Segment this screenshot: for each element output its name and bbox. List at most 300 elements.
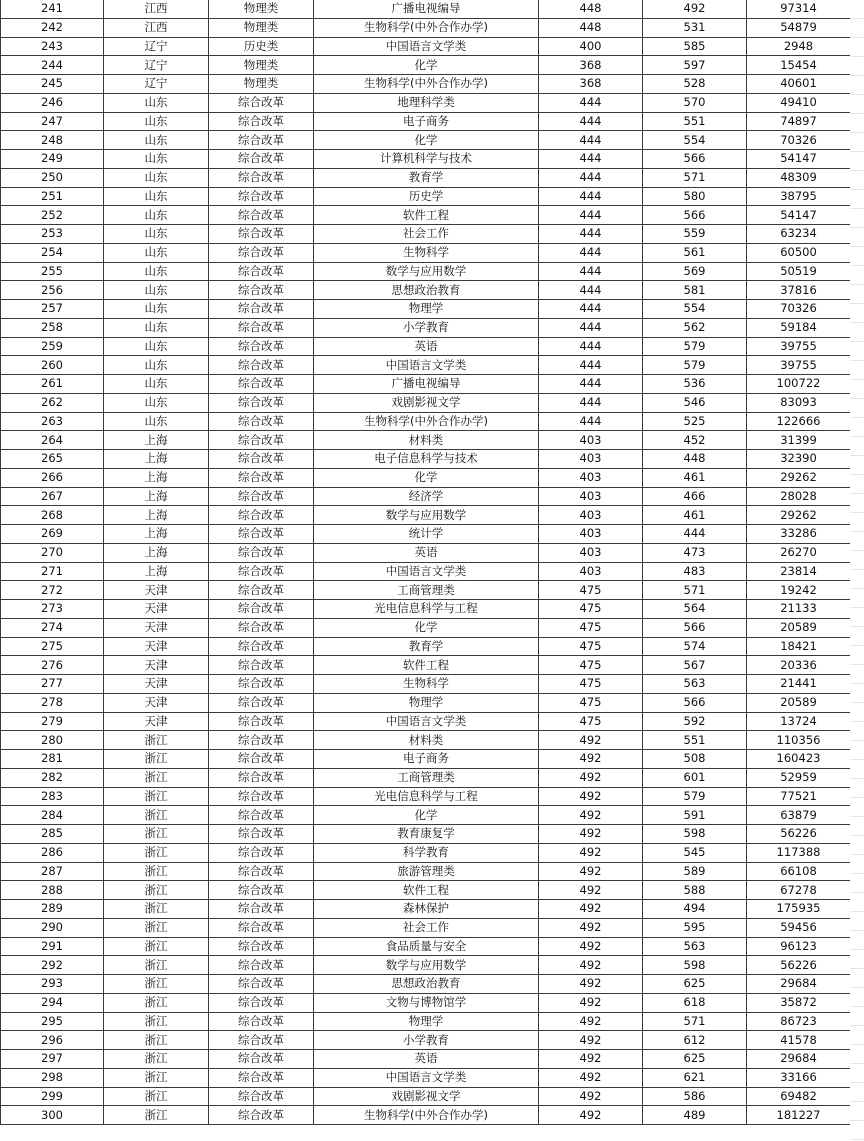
province-cell[interactable]: 浙江 — [104, 843, 209, 862]
row-index-cell[interactable]: 258 — [1, 318, 104, 337]
province-cell[interactable]: 辽宁 — [104, 37, 209, 56]
min-score-cell[interactable]: 569 — [643, 262, 747, 281]
category-cell[interactable]: 综合改革 — [209, 225, 314, 244]
control-line-cell[interactable]: 444 — [539, 243, 643, 262]
min-rank-cell[interactable]: 28028 — [747, 487, 851, 506]
min-rank-cell[interactable]: 52959 — [747, 768, 851, 787]
min-rank-cell[interactable]: 122666 — [747, 412, 851, 431]
min-rank-cell[interactable]: 29684 — [747, 975, 851, 994]
category-cell[interactable]: 综合改革 — [209, 375, 314, 394]
min-rank-cell[interactable]: 56226 — [747, 956, 851, 975]
row-index-cell[interactable]: 286 — [1, 843, 104, 862]
category-cell[interactable]: 综合改革 — [209, 806, 314, 825]
min-score-cell[interactable]: 528 — [643, 75, 747, 94]
province-cell[interactable]: 山东 — [104, 375, 209, 394]
table-row[interactable] — [1, 525, 851, 544]
category-cell[interactable]: 综合改革 — [209, 637, 314, 656]
min-rank-cell[interactable]: 63234 — [747, 225, 851, 244]
min-score-cell[interactable]: 525 — [643, 412, 747, 431]
min-rank-cell[interactable]: 39755 — [747, 356, 851, 375]
min-rank-cell[interactable]: 97314 — [747, 0, 851, 18]
major-cell[interactable]: 科学教育 — [314, 843, 539, 862]
row-index-cell[interactable]: 265 — [1, 450, 104, 469]
major-cell[interactable]: 生物科学(中外合作办学) — [314, 18, 539, 37]
table-row[interactable] — [1, 787, 851, 806]
major-cell[interactable]: 经济学 — [314, 487, 539, 506]
control-line-cell[interactable]: 492 — [539, 881, 643, 900]
control-line-cell[interactable]: 492 — [539, 1050, 643, 1069]
min-rank-cell[interactable]: 48309 — [747, 168, 851, 187]
table-row[interactable] — [1, 750, 851, 769]
major-cell[interactable]: 化学 — [314, 806, 539, 825]
min-score-cell[interactable]: 586 — [643, 1087, 747, 1106]
major-cell[interactable]: 生物科学(中外合作办学) — [314, 1106, 539, 1125]
min-rank-cell[interactable]: 175935 — [747, 900, 851, 919]
table-row[interactable] — [1, 337, 851, 356]
control-line-cell[interactable]: 444 — [539, 412, 643, 431]
category-cell[interactable]: 综合改革 — [209, 93, 314, 112]
major-cell[interactable]: 生物科学 — [314, 675, 539, 694]
province-cell[interactable]: 山东 — [104, 93, 209, 112]
major-cell[interactable]: 中国语言文学类 — [314, 712, 539, 731]
category-cell[interactable]: 综合改革 — [209, 318, 314, 337]
min-score-cell[interactable]: 536 — [643, 375, 747, 394]
row-index-cell[interactable]: 250 — [1, 168, 104, 187]
min-score-cell[interactable]: 571 — [643, 581, 747, 600]
min-score-cell[interactable]: 598 — [643, 825, 747, 844]
category-cell[interactable]: 综合改革 — [209, 618, 314, 637]
control-line-cell[interactable]: 475 — [539, 618, 643, 637]
category-cell[interactable]: 综合改革 — [209, 1068, 314, 1087]
category-cell[interactable]: 综合改革 — [209, 356, 314, 375]
min-score-cell[interactable]: 612 — [643, 1031, 747, 1050]
province-cell[interactable]: 天津 — [104, 637, 209, 656]
major-cell[interactable]: 思想政治教育 — [314, 975, 539, 994]
province-cell[interactable]: 上海 — [104, 562, 209, 581]
control-line-cell[interactable]: 444 — [539, 112, 643, 131]
major-cell[interactable]: 森林保护 — [314, 900, 539, 919]
major-cell[interactable]: 中国语言文学类 — [314, 37, 539, 56]
category-cell[interactable]: 综合改革 — [209, 1106, 314, 1125]
province-cell[interactable]: 浙江 — [104, 1068, 209, 1087]
row-index-cell[interactable]: 280 — [1, 731, 104, 750]
province-cell[interactable]: 山东 — [104, 206, 209, 225]
row-index-cell[interactable]: 298 — [1, 1068, 104, 1087]
major-cell[interactable]: 材料类 — [314, 731, 539, 750]
min-rank-cell[interactable]: 83093 — [747, 393, 851, 412]
table-row[interactable] — [1, 806, 851, 825]
row-index-cell[interactable]: 273 — [1, 600, 104, 619]
category-cell[interactable]: 综合改革 — [209, 1031, 314, 1050]
category-cell[interactable]: 综合改革 — [209, 1087, 314, 1106]
min-score-cell[interactable]: 625 — [643, 975, 747, 994]
min-score-cell[interactable]: 554 — [643, 131, 747, 150]
control-line-cell[interactable]: 475 — [539, 656, 643, 675]
control-line-cell[interactable]: 475 — [539, 693, 643, 712]
control-line-cell[interactable]: 444 — [539, 281, 643, 300]
min-rank-cell[interactable]: 35872 — [747, 993, 851, 1012]
category-cell[interactable]: 综合改革 — [209, 187, 314, 206]
min-score-cell[interactable]: 564 — [643, 600, 747, 619]
min-rank-cell[interactable]: 21441 — [747, 675, 851, 694]
category-cell[interactable]: 物理类 — [209, 75, 314, 94]
table-row[interactable] — [1, 600, 851, 619]
category-cell[interactable]: 综合改革 — [209, 506, 314, 525]
min-rank-cell[interactable]: 63879 — [747, 806, 851, 825]
table-row[interactable] — [1, 300, 851, 319]
table-row[interactable] — [1, 262, 851, 281]
table-row[interactable] — [1, 206, 851, 225]
row-index-cell[interactable]: 299 — [1, 1087, 104, 1106]
major-cell[interactable]: 广播电视编导 — [314, 375, 539, 394]
row-index-cell[interactable]: 253 — [1, 225, 104, 244]
table-row[interactable] — [1, 75, 851, 94]
category-cell[interactable]: 综合改革 — [209, 600, 314, 619]
control-line-cell[interactable]: 444 — [539, 150, 643, 169]
control-line-cell[interactable]: 492 — [539, 731, 643, 750]
min-rank-cell[interactable]: 39755 — [747, 337, 851, 356]
category-cell[interactable]: 物理类 — [209, 18, 314, 37]
category-cell[interactable]: 综合改革 — [209, 543, 314, 562]
control-line-cell[interactable]: 444 — [539, 93, 643, 112]
major-cell[interactable]: 材料类 — [314, 431, 539, 450]
province-cell[interactable]: 山东 — [104, 412, 209, 431]
min-rank-cell[interactable]: 29262 — [747, 468, 851, 487]
row-index-cell[interactable]: 246 — [1, 93, 104, 112]
category-cell[interactable]: 综合改革 — [209, 1050, 314, 1069]
min-rank-cell[interactable]: 54147 — [747, 150, 851, 169]
category-cell[interactable]: 综合改革 — [209, 1012, 314, 1031]
row-index-cell[interactable]: 244 — [1, 56, 104, 75]
control-line-cell[interactable]: 492 — [539, 1068, 643, 1087]
province-cell[interactable]: 浙江 — [104, 1050, 209, 1069]
control-line-cell[interactable]: 492 — [539, 1106, 643, 1125]
min-rank-cell[interactable]: 19242 — [747, 581, 851, 600]
major-cell[interactable]: 中国语言文学类 — [314, 562, 539, 581]
min-score-cell[interactable]: 492 — [643, 0, 747, 18]
table-row[interactable] — [1, 1068, 851, 1087]
control-line-cell[interactable]: 444 — [539, 393, 643, 412]
major-cell[interactable]: 电子商务 — [314, 750, 539, 769]
min-score-cell[interactable]: 625 — [643, 1050, 747, 1069]
control-line-cell[interactable]: 444 — [539, 300, 643, 319]
min-score-cell[interactable]: 545 — [643, 843, 747, 862]
min-rank-cell[interactable]: 59184 — [747, 318, 851, 337]
province-cell[interactable]: 山东 — [104, 187, 209, 206]
province-cell[interactable]: 辽宁 — [104, 75, 209, 94]
control-line-cell[interactable]: 403 — [539, 562, 643, 581]
table-row[interactable] — [1, 731, 851, 750]
control-line-cell[interactable]: 444 — [539, 356, 643, 375]
min-score-cell[interactable]: 448 — [643, 450, 747, 469]
province-cell[interactable]: 山东 — [104, 318, 209, 337]
major-cell[interactable]: 社会工作 — [314, 918, 539, 937]
control-line-cell[interactable]: 492 — [539, 993, 643, 1012]
category-cell[interactable]: 综合改革 — [209, 562, 314, 581]
table-row[interactable] — [1, 543, 851, 562]
category-cell[interactable]: 综合改革 — [209, 712, 314, 731]
min-rank-cell[interactable]: 20336 — [747, 656, 851, 675]
table-row[interactable] — [1, 168, 851, 187]
province-cell[interactable]: 山东 — [104, 112, 209, 131]
control-line-cell[interactable]: 492 — [539, 1012, 643, 1031]
min-rank-cell[interactable]: 54879 — [747, 18, 851, 37]
table-row[interactable] — [1, 693, 851, 712]
min-rank-cell[interactable]: 20589 — [747, 618, 851, 637]
min-rank-cell[interactable]: 60500 — [747, 243, 851, 262]
min-rank-cell[interactable]: 67278 — [747, 881, 851, 900]
province-cell[interactable]: 天津 — [104, 712, 209, 731]
category-cell[interactable]: 综合改革 — [209, 150, 314, 169]
min-score-cell[interactable]: 595 — [643, 918, 747, 937]
control-line-cell[interactable]: 444 — [539, 168, 643, 187]
min-rank-cell[interactable]: 49410 — [747, 93, 851, 112]
table-row[interactable] — [1, 993, 851, 1012]
major-cell[interactable]: 数学与应用数学 — [314, 956, 539, 975]
province-cell[interactable]: 上海 — [104, 506, 209, 525]
province-cell[interactable]: 浙江 — [104, 956, 209, 975]
control-line-cell[interactable]: 444 — [539, 337, 643, 356]
table-row[interactable] — [1, 412, 851, 431]
min-rank-cell[interactable]: 29262 — [747, 506, 851, 525]
major-cell[interactable]: 计算机科学与技术 — [314, 150, 539, 169]
table-row[interactable] — [1, 18, 851, 37]
row-index-cell[interactable]: 270 — [1, 543, 104, 562]
row-index-cell[interactable]: 264 — [1, 431, 104, 450]
control-line-cell[interactable]: 492 — [539, 1031, 643, 1050]
min-score-cell[interactable]: 588 — [643, 881, 747, 900]
min-rank-cell[interactable]: 26270 — [747, 543, 851, 562]
row-index-cell[interactable]: 294 — [1, 993, 104, 1012]
major-cell[interactable]: 小学教育 — [314, 1031, 539, 1050]
control-line-cell[interactable]: 475 — [539, 581, 643, 600]
min-rank-cell[interactable]: 41578 — [747, 1031, 851, 1050]
table-row[interactable] — [1, 1012, 851, 1031]
min-score-cell[interactable]: 473 — [643, 543, 747, 562]
table-row[interactable] — [1, 93, 851, 112]
province-cell[interactable]: 山东 — [104, 300, 209, 319]
min-score-cell[interactable]: 597 — [643, 56, 747, 75]
province-cell[interactable]: 山东 — [104, 337, 209, 356]
major-cell[interactable]: 光电信息科学与工程 — [314, 787, 539, 806]
table-row[interactable] — [1, 56, 851, 75]
table-row[interactable] — [1, 937, 851, 956]
control-line-cell[interactable]: 448 — [539, 0, 643, 18]
table-row[interactable] — [1, 862, 851, 881]
major-cell[interactable]: 地理科学类 — [314, 93, 539, 112]
control-line-cell[interactable]: 403 — [539, 487, 643, 506]
province-cell[interactable]: 天津 — [104, 618, 209, 637]
min-score-cell[interactable]: 561 — [643, 243, 747, 262]
control-line-cell[interactable]: 492 — [539, 787, 643, 806]
min-score-cell[interactable]: 598 — [643, 956, 747, 975]
major-cell[interactable]: 英语 — [314, 543, 539, 562]
min-score-cell[interactable]: 579 — [643, 356, 747, 375]
table-row[interactable] — [1, 975, 851, 994]
province-cell[interactable]: 天津 — [104, 581, 209, 600]
category-cell[interactable]: 综合改革 — [209, 900, 314, 919]
major-cell[interactable]: 软件工程 — [314, 881, 539, 900]
province-cell[interactable]: 上海 — [104, 431, 209, 450]
row-index-cell[interactable]: 245 — [1, 75, 104, 94]
major-cell[interactable]: 英语 — [314, 1050, 539, 1069]
major-cell[interactable]: 教育康复学 — [314, 825, 539, 844]
control-line-cell[interactable]: 492 — [539, 843, 643, 862]
min-score-cell[interactable]: 571 — [643, 168, 747, 187]
major-cell[interactable]: 统计学 — [314, 525, 539, 544]
control-line-cell[interactable]: 492 — [539, 750, 643, 769]
major-cell[interactable]: 化学 — [314, 131, 539, 150]
major-cell[interactable]: 电子信息科学与技术 — [314, 450, 539, 469]
control-line-cell[interactable]: 492 — [539, 975, 643, 994]
province-cell[interactable]: 天津 — [104, 656, 209, 675]
province-cell[interactable]: 浙江 — [104, 1012, 209, 1031]
category-cell[interactable]: 综合改革 — [209, 693, 314, 712]
province-cell[interactable]: 江西 — [104, 0, 209, 18]
control-line-cell[interactable]: 444 — [539, 262, 643, 281]
row-index-cell[interactable]: 285 — [1, 825, 104, 844]
category-cell[interactable]: 综合改革 — [209, 487, 314, 506]
province-cell[interactable]: 山东 — [104, 262, 209, 281]
table-row[interactable] — [1, 150, 851, 169]
control-line-cell[interactable]: 492 — [539, 956, 643, 975]
row-index-cell[interactable]: 262 — [1, 393, 104, 412]
row-index-cell[interactable]: 290 — [1, 918, 104, 937]
major-cell[interactable]: 生物科学(中外合作办学) — [314, 75, 539, 94]
table-row[interactable] — [1, 1050, 851, 1069]
row-index-cell[interactable]: 275 — [1, 637, 104, 656]
control-line-cell[interactable]: 403 — [539, 431, 643, 450]
province-cell[interactable]: 山东 — [104, 243, 209, 262]
control-line-cell[interactable]: 444 — [539, 318, 643, 337]
min-score-cell[interactable]: 591 — [643, 806, 747, 825]
min-score-cell[interactable]: 563 — [643, 937, 747, 956]
province-cell[interactable]: 上海 — [104, 525, 209, 544]
table-row[interactable] — [1, 375, 851, 394]
major-cell[interactable]: 化学 — [314, 618, 539, 637]
province-cell[interactable]: 浙江 — [104, 993, 209, 1012]
table-row[interactable] — [1, 506, 851, 525]
row-index-cell[interactable]: 297 — [1, 1050, 104, 1069]
province-cell[interactable]: 天津 — [104, 693, 209, 712]
major-cell[interactable]: 食品质量与安全 — [314, 937, 539, 956]
category-cell[interactable]: 综合改革 — [209, 731, 314, 750]
min-rank-cell[interactable]: 37816 — [747, 281, 851, 300]
table-row[interactable] — [1, 562, 851, 581]
min-score-cell[interactable]: 494 — [643, 900, 747, 919]
table-row[interactable] — [1, 1031, 851, 1050]
major-cell[interactable]: 戏剧影视文学 — [314, 393, 539, 412]
category-cell[interactable]: 综合改革 — [209, 337, 314, 356]
major-cell[interactable]: 数学与应用数学 — [314, 262, 539, 281]
min-score-cell[interactable]: 562 — [643, 318, 747, 337]
category-cell[interactable]: 综合改革 — [209, 131, 314, 150]
category-cell[interactable]: 综合改革 — [209, 450, 314, 469]
category-cell[interactable]: 物理类 — [209, 0, 314, 18]
min-score-cell[interactable]: 601 — [643, 768, 747, 787]
min-rank-cell[interactable]: 96123 — [747, 937, 851, 956]
row-index-cell[interactable]: 254 — [1, 243, 104, 262]
min-rank-cell[interactable]: 56226 — [747, 825, 851, 844]
category-cell[interactable]: 综合改革 — [209, 750, 314, 769]
major-cell[interactable]: 戏剧影视文学 — [314, 1087, 539, 1106]
major-cell[interactable]: 化学 — [314, 468, 539, 487]
category-cell[interactable]: 综合改革 — [209, 206, 314, 225]
min-score-cell[interactable]: 508 — [643, 750, 747, 769]
control-line-cell[interactable]: 444 — [539, 206, 643, 225]
major-cell[interactable]: 工商管理类 — [314, 768, 539, 787]
row-index-cell[interactable]: 267 — [1, 487, 104, 506]
category-cell[interactable]: 综合改革 — [209, 581, 314, 600]
province-cell[interactable]: 浙江 — [104, 731, 209, 750]
control-line-cell[interactable]: 403 — [539, 450, 643, 469]
min-rank-cell[interactable]: 117388 — [747, 843, 851, 862]
control-line-cell[interactable]: 492 — [539, 1087, 643, 1106]
table-row[interactable] — [1, 450, 851, 469]
control-line-cell[interactable]: 368 — [539, 56, 643, 75]
row-index-cell[interactable]: 276 — [1, 656, 104, 675]
min-rank-cell[interactable]: 23814 — [747, 562, 851, 581]
control-line-cell[interactable]: 444 — [539, 187, 643, 206]
row-index-cell[interactable]: 259 — [1, 337, 104, 356]
table-row[interactable] — [1, 187, 851, 206]
control-line-cell[interactable]: 403 — [539, 543, 643, 562]
control-line-cell[interactable]: 492 — [539, 768, 643, 787]
min-rank-cell[interactable]: 70326 — [747, 300, 851, 319]
min-rank-cell[interactable]: 74897 — [747, 112, 851, 131]
province-cell[interactable]: 浙江 — [104, 787, 209, 806]
major-cell[interactable]: 教育学 — [314, 637, 539, 656]
control-line-cell[interactable]: 492 — [539, 862, 643, 881]
control-line-cell[interactable]: 492 — [539, 900, 643, 919]
province-cell[interactable]: 山东 — [104, 131, 209, 150]
province-cell[interactable]: 浙江 — [104, 750, 209, 769]
province-cell[interactable]: 浙江 — [104, 918, 209, 937]
row-index-cell[interactable]: 271 — [1, 562, 104, 581]
row-index-cell[interactable]: 269 — [1, 525, 104, 544]
control-line-cell[interactable]: 400 — [539, 37, 643, 56]
row-index-cell[interactable]: 248 — [1, 131, 104, 150]
major-cell[interactable]: 软件工程 — [314, 656, 539, 675]
table-row[interactable] — [1, 918, 851, 937]
table-row[interactable] — [1, 675, 851, 694]
row-index-cell[interactable]: 261 — [1, 375, 104, 394]
control-line-cell[interactable]: 368 — [539, 75, 643, 94]
min-rank-cell[interactable]: 20589 — [747, 693, 851, 712]
min-rank-cell[interactable]: 100722 — [747, 375, 851, 394]
min-score-cell[interactable]: 466 — [643, 487, 747, 506]
major-cell[interactable]: 数学与应用数学 — [314, 506, 539, 525]
control-line-cell[interactable]: 444 — [539, 131, 643, 150]
table-row[interactable] — [1, 243, 851, 262]
row-index-cell[interactable]: 274 — [1, 618, 104, 637]
major-cell[interactable]: 物理学 — [314, 300, 539, 319]
min-score-cell[interactable]: 570 — [643, 93, 747, 112]
min-score-cell[interactable]: 452 — [643, 431, 747, 450]
category-cell[interactable]: 综合改革 — [209, 243, 314, 262]
row-index-cell[interactable]: 263 — [1, 412, 104, 431]
province-cell[interactable]: 浙江 — [104, 1087, 209, 1106]
category-cell[interactable]: 综合改革 — [209, 431, 314, 450]
min-score-cell[interactable]: 567 — [643, 656, 747, 675]
category-cell[interactable]: 综合改革 — [209, 656, 314, 675]
min-rank-cell[interactable]: 33166 — [747, 1068, 851, 1087]
province-cell[interactable]: 山东 — [104, 393, 209, 412]
min-score-cell[interactable]: 531 — [643, 18, 747, 37]
min-score-cell[interactable]: 546 — [643, 393, 747, 412]
min-score-cell[interactable]: 592 — [643, 712, 747, 731]
min-rank-cell[interactable]: 33286 — [747, 525, 851, 544]
